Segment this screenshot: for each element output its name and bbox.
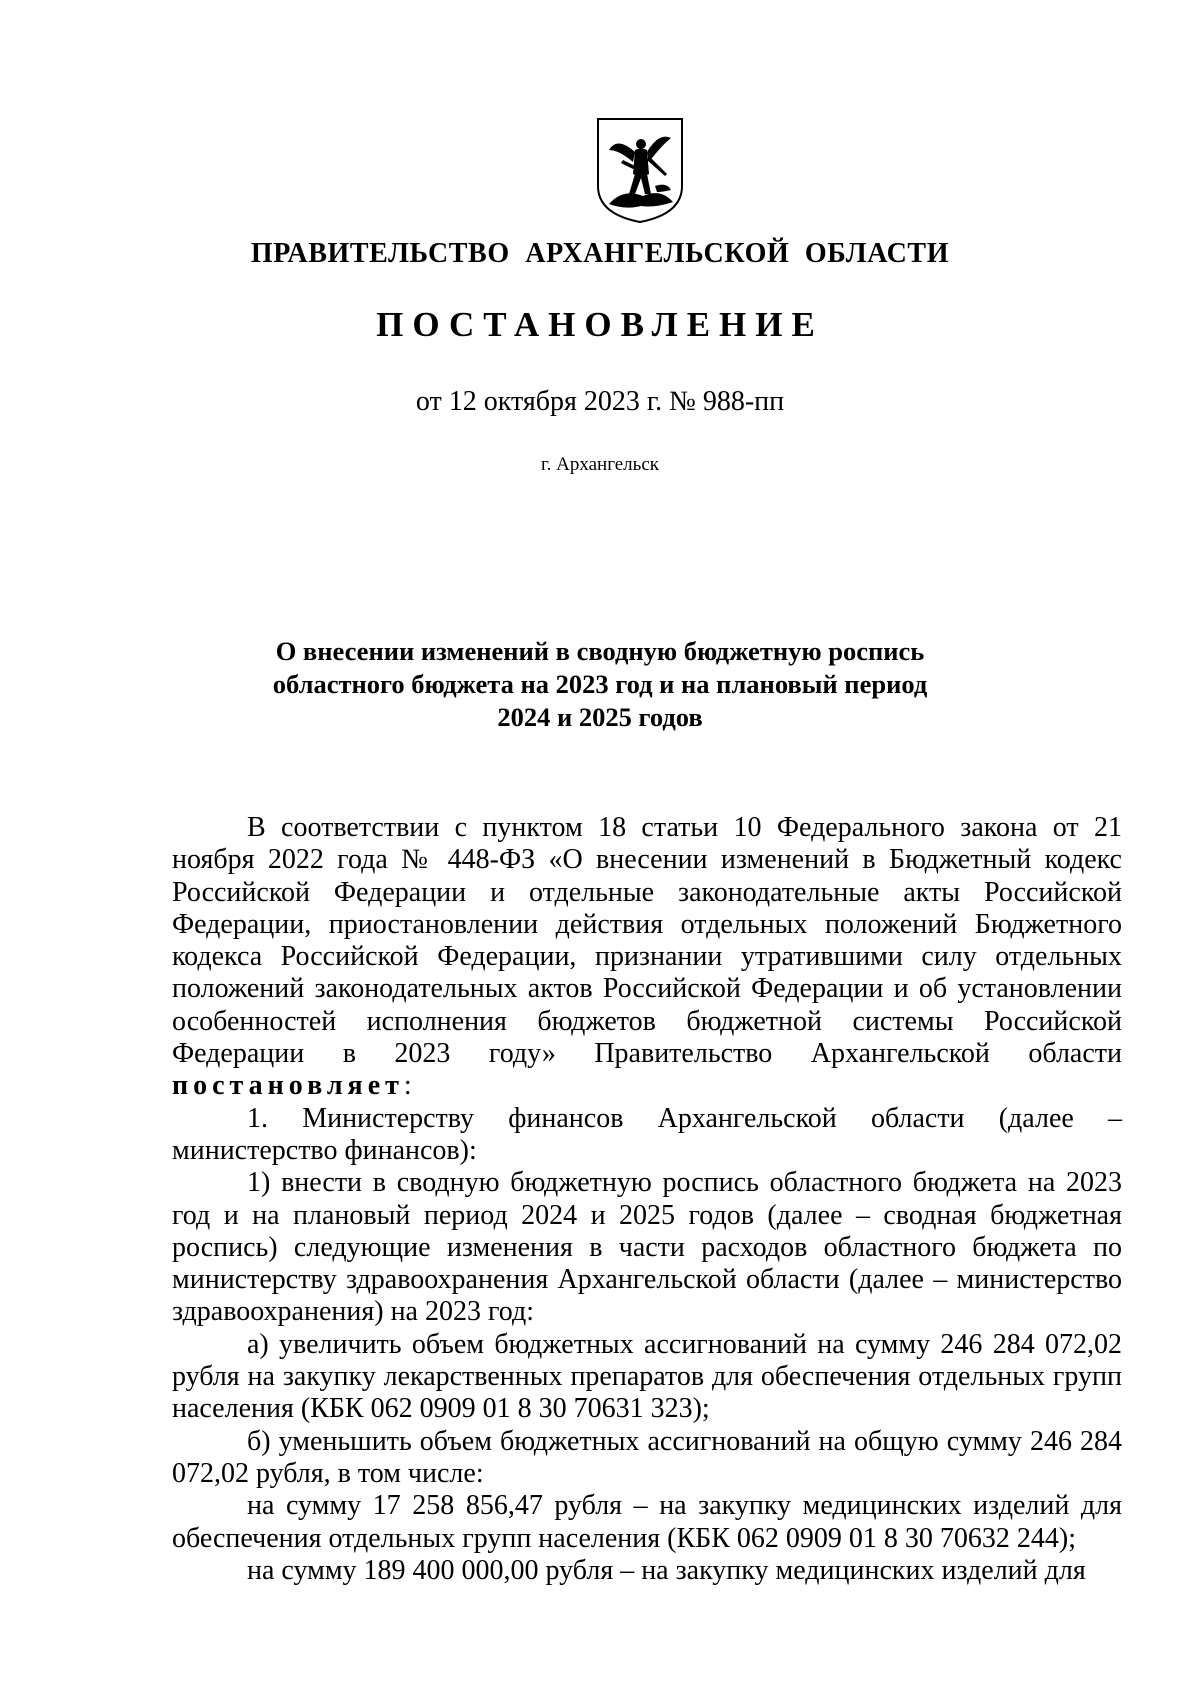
- item-a-paragraph: а) увеличить объем бюджетных ассигнований на сумму 246 284 072,02 рубля на закупку лекарственных препаратов для обеспечения отдельных групп населения (КБК 062 0909 01 8 30 70631 323);: [172, 1328, 1122, 1425]
- resolves-word: постановляет: [172, 1070, 404, 1102]
- resolves-colon: :: [403, 1070, 412, 1102]
- item-b-paragraph: б) уменьшить объем бюджетных ассигнований на общую сумму 246 284 072,02 рубля, в том числе:: [172, 1425, 1122, 1489]
- item-1-1-paragraph: 1) внести в сводную бюджетную роспись областного бюджета на 2023 год и на плановый период 2024 и 2025 годов (далее – сводная бюджетная роспись) следующие изменения в части расходов областного бюджета по министерству здравоохранения Архангельской области (далее – министерство здравоохранения) на 2023 год:: [172, 1167, 1122, 1328]
- subject-line-2: областного бюджета на 2023 год и на плановый период: [272, 669, 928, 699]
- coat-of-arms-icon: [595, 116, 685, 224]
- document-body: [172, 812, 1122, 1587]
- document-date-number: от 12 октября 2023 г. № 988-пп: [415, 386, 785, 417]
- subject-line-3: 2024 и 2025 годов: [497, 702, 703, 732]
- document-subject: [0, 635, 1200, 734]
- item-b2-paragraph: на сумму 189 400 000,00 рубля – на закупку медицинских изделий для: [247, 1554, 1086, 1586]
- subject-line-1: О внесении изменений в сводную бюджетную роспись: [275, 636, 925, 666]
- preamble-paragraph: [172, 812, 1122, 1103]
- document-type: ПОСТАНОВЛЕНИЕ: [376, 305, 824, 344]
- document-city: г. Архангельск: [540, 454, 659, 475]
- preamble-text: В соответствии с пунктом 18 статьи 10 Федерального закона от 21 ноября 2022 года № 448-ФЗ «О внесении изменений в Бюджетный кодекс Российской Федерации и отдельные законодательные акты Российской Федерации, приостановлении действия отдельных положений Бюджетного кодекса Российской Федерации, признании утратившими силу отдельных положений законодательных актов Российской Федерации и об установлении особенностей исполнения бюджетов бюджетной системы Российской Федерации в 2023 году» Правительство Архангельской области: [172, 812, 1122, 1070]
- item-1-paragraph: 1. Министерству финансов Архангельской области (далее – министерство финансов):: [172, 1102, 1122, 1166]
- item-b1-paragraph: на сумму 17 258 856,47 рубля – на закупку медицинских изделий для обеспечения отдельных групп населения (КБК 062 0909 01 8 30 70632 244);: [172, 1490, 1122, 1554]
- organization-title: ПРАВИТЕЛЬСТВО АРХАНГЕЛЬСКОЙ ОБЛАСТИ: [250, 238, 950, 269]
